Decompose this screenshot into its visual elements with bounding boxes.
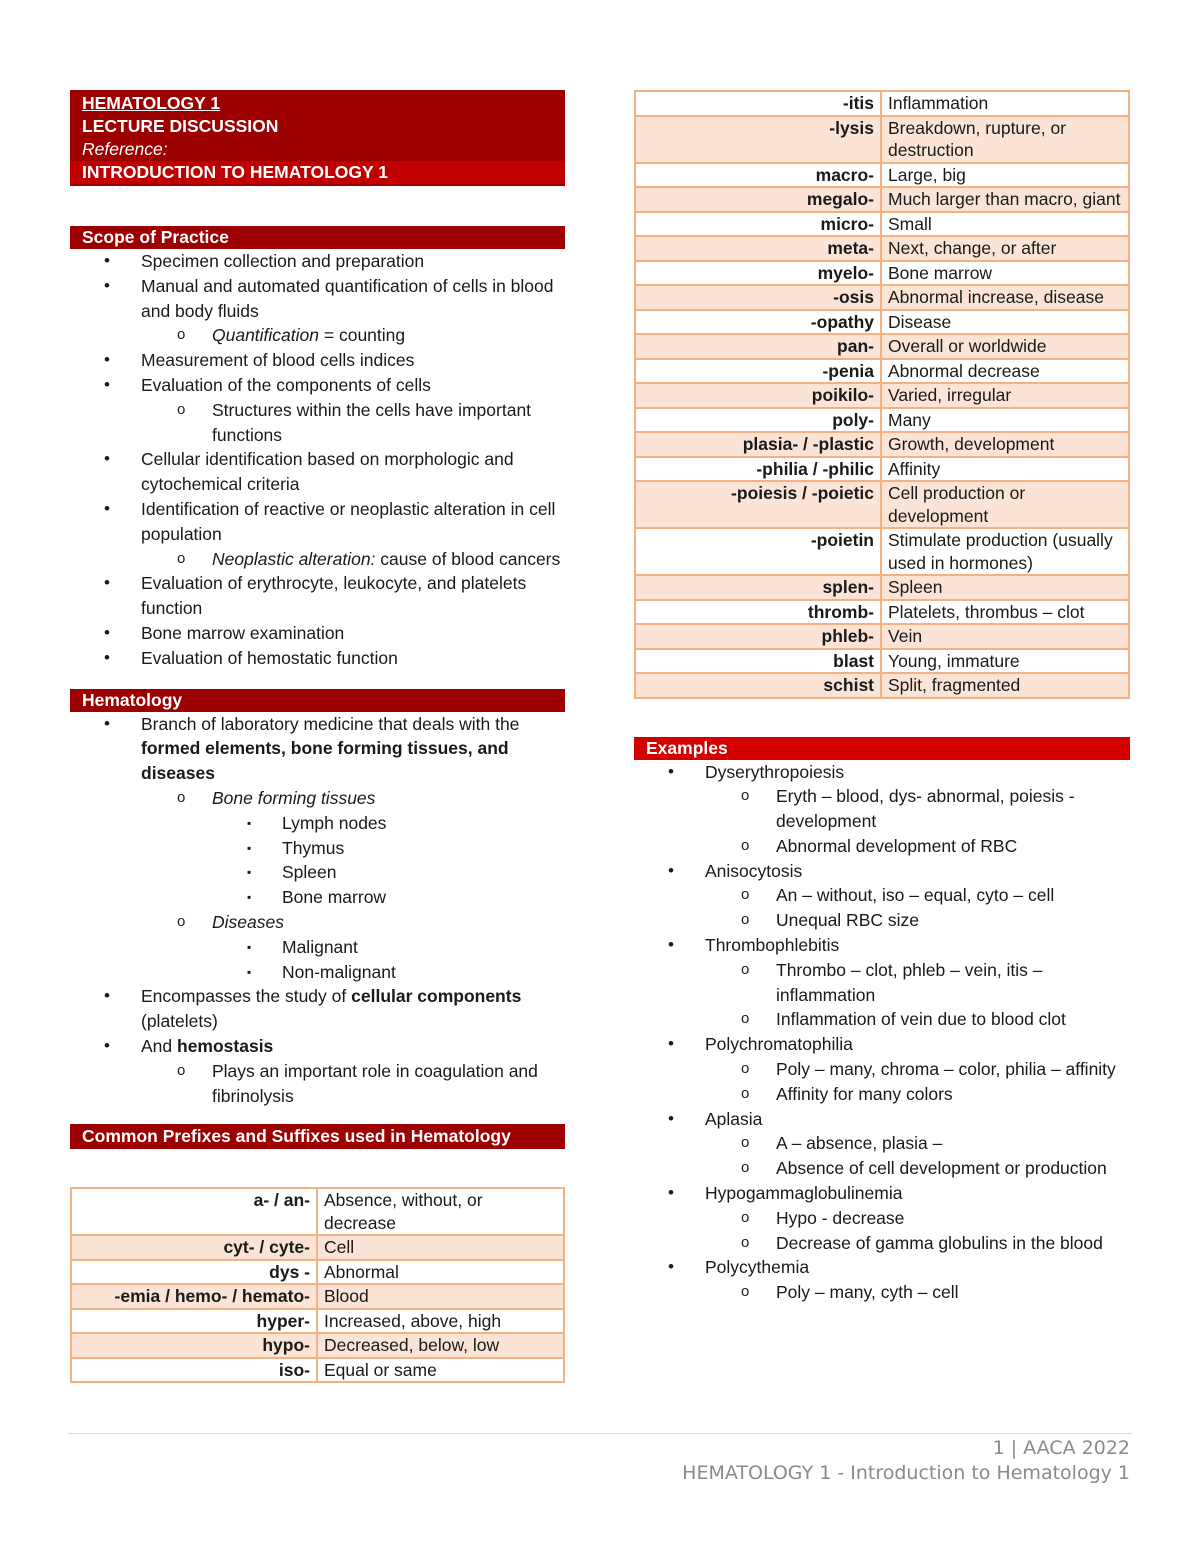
example-detail: o Unequal RBC size <box>634 908 1130 933</box>
list-item: • Evaluation of erythrocyte, leukocyte, and platelets function <box>70 571 565 621</box>
sub-list-item <box>70 910 565 984</box>
meaning-cell: Equal or same <box>317 1358 564 1383</box>
term-cell: -penia <box>635 359 881 384</box>
sub-sub-list-item: ▪ Lymph nodes <box>70 811 565 836</box>
examples-list <box>634 760 1130 1306</box>
term-cell: -lysis <box>635 116 881 163</box>
example-detail: o Inflammation of vein due to blood clot <box>634 1007 1130 1032</box>
list-item <box>70 497 565 571</box>
list-item <box>70 373 565 447</box>
meaning-cell: Abnormal decrease <box>881 359 1129 384</box>
meaning-cell: Abnormal <box>317 1260 564 1285</box>
meaning-cell: Increased, above, high <box>317 1309 564 1334</box>
example-detail: o Affinity for many colors <box>634 1082 1130 1107</box>
list-item <box>70 1034 565 1108</box>
sub-list-item: o Plays an important role in coagulation and fibrinolysis <box>70 1059 565 1109</box>
table-row <box>635 187 1129 212</box>
table-row <box>635 91 1129 116</box>
term-cell: iso- <box>71 1358 317 1383</box>
list-item-text: Encompasses the study of <box>141 986 352 1007</box>
example-detail: o Absence of cell development or production <box>634 1156 1130 1181</box>
example-term: Hypogammaglobulinemia <box>705 1183 903 1204</box>
example-item <box>634 760 1130 859</box>
example-detail: o An – without, iso – equal, cyto – cell <box>634 883 1130 908</box>
footer-page-line: 1 | AACA 2022 <box>992 1437 1130 1459</box>
course-title: HEMATOLOGY 1 <box>82 93 221 113</box>
term-cell: -itis <box>635 91 881 116</box>
list-item-text: And <box>141 1035 177 1056</box>
meaning-cell: Breakdown, rupture, or destruction <box>881 116 1129 163</box>
table-row <box>635 383 1129 408</box>
list-item-text: Evaluation of the components of cells <box>141 374 431 395</box>
term-cell: -osis <box>635 285 881 310</box>
term-cell: -emia / hemo- / hemato- <box>71 1284 317 1309</box>
table-row <box>635 163 1129 188</box>
term-cell: micro- <box>635 212 881 237</box>
list-item-text: (platelets) <box>141 1011 218 1032</box>
example-item <box>634 1032 1130 1106</box>
sub-list-item: o Structures within the cells have important functions <box>70 398 565 448</box>
section-heading-hematology: Hematology <box>70 689 565 712</box>
table-row <box>71 1333 564 1358</box>
example-detail: o A – absence, plasia – <box>634 1131 1130 1156</box>
list-item: • Bone marrow examination <box>70 621 565 646</box>
table-row <box>635 481 1129 528</box>
meaning-cell: Bone marrow <box>881 261 1129 286</box>
example-item <box>634 1107 1130 1181</box>
table-row <box>71 1260 564 1285</box>
term-cell: myelo- <box>635 261 881 286</box>
meaning-cell: Cell <box>317 1235 564 1260</box>
meaning-cell: Blood <box>317 1284 564 1309</box>
bold-text: cellular components <box>351 986 522 1007</box>
hematology-list <box>70 712 565 1109</box>
list-item <box>70 274 565 348</box>
meaning-cell: Stimulate production (usually used in hormones) <box>881 528 1129 575</box>
table-row <box>635 408 1129 433</box>
table-row <box>635 212 1129 237</box>
term-definition: cause of blood cancers <box>375 548 561 569</box>
scope-list <box>70 249 565 671</box>
meaning-cell: Young, immature <box>881 649 1129 674</box>
example-detail: o Thrombo – clot, phleb – vein, itis – inflammation <box>634 958 1130 1008</box>
meaning-cell: Affinity <box>881 457 1129 482</box>
meaning-cell: Much larger than macro, giant <box>881 187 1129 212</box>
table-row <box>71 1284 564 1309</box>
table-row <box>635 334 1129 359</box>
example-detail: o Abnormal development of RBC <box>634 834 1130 859</box>
topic-title: INTRODUCTION TO HEMATOLOGY 1 <box>70 161 565 184</box>
meaning-cell: Split, fragmented <box>881 673 1129 698</box>
term-cell: -opathy <box>635 310 881 335</box>
term-cell: blast <box>635 649 881 674</box>
meaning-cell: Overall or worldwide <box>881 334 1129 359</box>
prefix-table-right <box>634 90 1130 699</box>
reference-label: Reference: <box>82 139 168 159</box>
table-row <box>635 310 1129 335</box>
bold-text: formed elements, bone forming tissues, and diseases <box>141 738 509 784</box>
sub-list-item <box>70 547 565 572</box>
term-cell: hyper- <box>71 1309 317 1334</box>
term-definition: = counting <box>319 325 406 346</box>
table-row <box>71 1309 564 1334</box>
left-column <box>70 90 565 1383</box>
example-detail: o Poly – many, chroma – color, philia – affinity <box>634 1057 1130 1082</box>
meaning-cell: Disease <box>881 310 1129 335</box>
term-cell: cyt- / cyte- <box>71 1235 317 1260</box>
term-cell: -poiesis / -poietic <box>635 481 881 528</box>
prefix-table-left <box>70 1187 565 1383</box>
term-cell: splen- <box>635 575 881 600</box>
list-item-text: Identification of reactive or neoplastic alteration in cell population <box>141 498 556 544</box>
meaning-cell: Many <box>881 408 1129 433</box>
meaning-cell: Next, change, or after <box>881 236 1129 261</box>
example-item <box>634 933 1130 1032</box>
term-cell: dys - <box>71 1260 317 1285</box>
term-cell: pan- <box>635 334 881 359</box>
table-row <box>635 624 1129 649</box>
sub-list-item <box>70 786 565 910</box>
table-row <box>635 432 1129 457</box>
term-cell: -poietin <box>635 528 881 575</box>
document-header <box>70 90 565 186</box>
bold-text: hemostasis <box>177 1035 274 1056</box>
term-cell: schist <box>635 673 881 698</box>
list-item: • Cellular identification based on morphologic and cytochemical criteria <box>70 447 565 497</box>
term-cell: macro- <box>635 163 881 188</box>
table-row <box>635 261 1129 286</box>
list-item-text: Manual and automated quantification of cells in blood and body fluids <box>141 275 554 321</box>
page-footer <box>682 1436 1130 1486</box>
term-cell: poikilo- <box>635 383 881 408</box>
sub-label: Bone forming tissues <box>212 787 376 808</box>
sub-list-item <box>70 323 565 348</box>
sub-sub-list-item: ▪ Spleen <box>70 860 565 885</box>
sub-label: Diseases <box>212 911 284 932</box>
example-item <box>634 859 1130 933</box>
lecture-type: LECTURE DISCUSSION <box>82 116 279 136</box>
table-row <box>635 116 1129 163</box>
meaning-cell: Growth, development <box>881 432 1129 457</box>
term-cell: hypo- <box>71 1333 317 1358</box>
table-row <box>635 673 1129 698</box>
term-cell: a- / an- <box>71 1188 317 1235</box>
list-item: • Measurement of blood cells indices <box>70 348 565 373</box>
list-item-text: Branch of laboratory medicine that deals with the <box>141 713 520 734</box>
table-row <box>71 1235 564 1260</box>
sub-sub-list-item: ▪ Bone marrow <box>70 885 565 910</box>
meaning-cell: Vein <box>881 624 1129 649</box>
list-item: • Evaluation of hemostatic function <box>70 646 565 671</box>
table-row <box>71 1358 564 1383</box>
sub-sub-list-item: ▪ Malignant <box>70 935 565 960</box>
meaning-cell: Small <box>881 212 1129 237</box>
table-row <box>71 1188 564 1235</box>
example-detail: o Eryth – blood, dys- abnormal, poiesis - development <box>634 784 1130 834</box>
example-term: Thrombophlebitis <box>705 935 840 956</box>
right-column <box>634 90 1130 1305</box>
term-cell: plasia- / -plastic <box>635 432 881 457</box>
footer-divider <box>68 1433 1132 1434</box>
example-item <box>634 1181 1130 1255</box>
table-row <box>635 600 1129 625</box>
term-cell: megalo- <box>635 187 881 212</box>
list-item <box>70 712 565 985</box>
table-row <box>635 236 1129 261</box>
table-row <box>635 457 1129 482</box>
example-term: Polychromatophilia <box>705 1034 853 1055</box>
term-cell: thromb- <box>635 600 881 625</box>
example-term: Dyserythropoiesis <box>705 761 845 782</box>
term-italic: Neoplastic alteration: <box>212 548 376 569</box>
section-heading-examples: Examples <box>634 737 1130 760</box>
example-term: Anisocytosis <box>705 860 803 881</box>
term-cell: poly- <box>635 408 881 433</box>
meaning-cell: Absence, without, or decrease <box>317 1188 564 1235</box>
meaning-cell: Large, big <box>881 163 1129 188</box>
example-detail: o Decrease of gamma globulins in the blood <box>634 1231 1130 1256</box>
table-row <box>635 528 1129 575</box>
meaning-cell: Inflammation <box>881 91 1129 116</box>
term-cell: phleb- <box>635 624 881 649</box>
section-heading-scope: Scope of Practice <box>70 226 565 249</box>
example-term: Polycythemia <box>705 1257 810 1278</box>
section-heading-prefixes: Common Prefixes and Suffixes used in Hematology <box>70 1124 565 1149</box>
table-row <box>635 359 1129 384</box>
term-italic: Quantification <box>212 325 320 346</box>
example-detail: o Poly – many, cyth – cell <box>634 1280 1130 1305</box>
table-row <box>635 285 1129 310</box>
meaning-cell: Abnormal increase, disease <box>881 285 1129 310</box>
list-item: • Specimen collection and preparation <box>70 249 565 274</box>
meaning-cell: Cell production or development <box>881 481 1129 528</box>
sub-sub-list-item: ▪ Thymus <box>70 836 565 861</box>
table-row <box>635 649 1129 674</box>
meaning-cell: Platelets, thrombus – clot <box>881 600 1129 625</box>
table-row <box>635 575 1129 600</box>
footer-doc-line: HEMATOLOGY 1 - Introduction to Hematology 1 <box>682 1462 1130 1484</box>
meaning-cell: Decreased, below, low <box>317 1333 564 1358</box>
example-detail: o Hypo - decrease <box>634 1206 1130 1231</box>
term-cell: meta- <box>635 236 881 261</box>
example-item <box>634 1255 1130 1305</box>
term-cell: -philia / -philic <box>635 457 881 482</box>
sub-sub-list-item: ▪ Non-malignant <box>70 960 565 985</box>
meaning-cell: Spleen <box>881 575 1129 600</box>
meaning-cell: Varied, irregular <box>881 383 1129 408</box>
list-item <box>70 984 565 1034</box>
example-term: Aplasia <box>705 1108 763 1129</box>
